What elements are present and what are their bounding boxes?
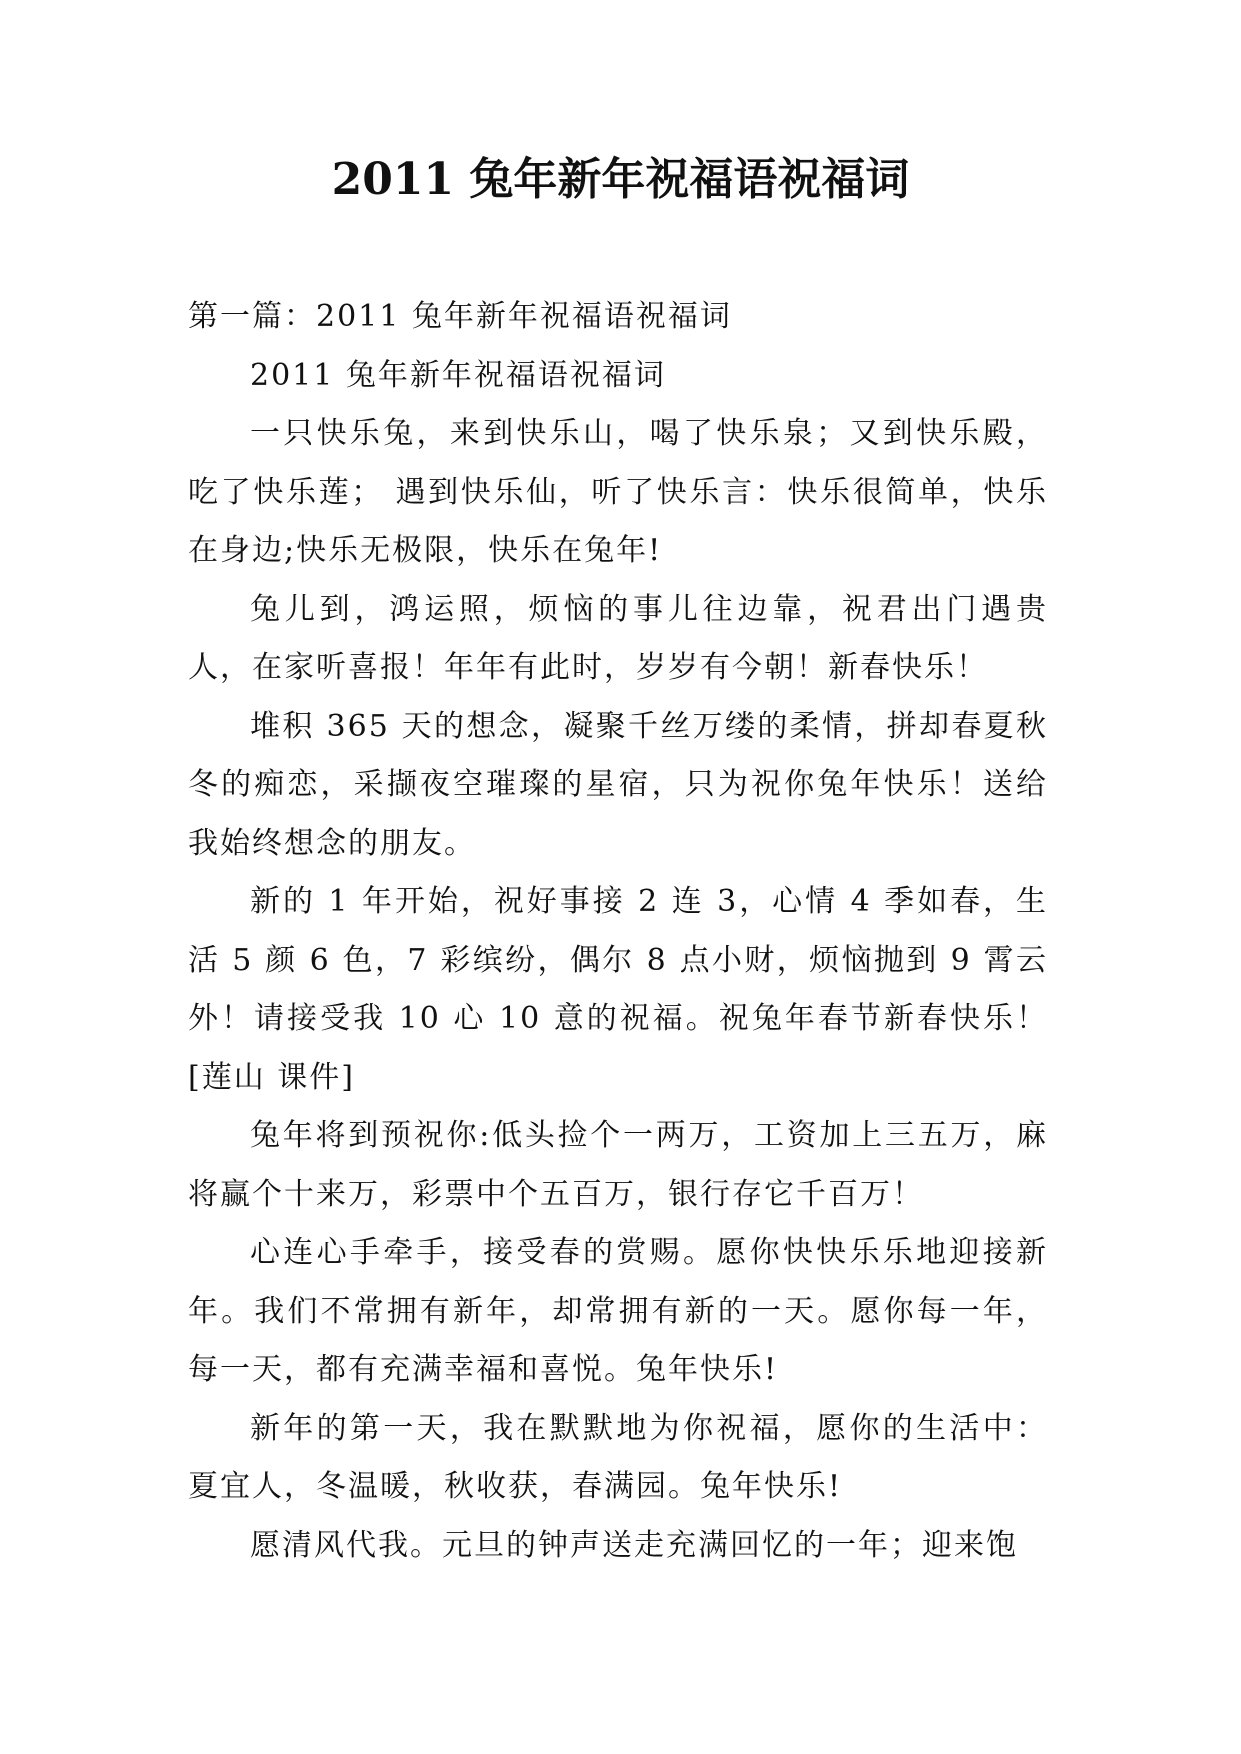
section-subtitle: 2011 兔年新年祝福语祝福词 — [250, 357, 666, 393]
paragraph: 兔儿到，鸿运照，烦恼的事儿往边靠，祝君出门遇贵人，在家听喜报！年年有此时，岁岁有今朝！新春快乐！ — [188, 591, 1048, 685]
paragraph: 堆积 365 天的想念，凝聚千丝万缕的柔情，拼却春夏秋冬的痴恋，采撷夜空璀璨的星宿，只为祝你兔年快乐！送给我始终想念的朋友。 — [188, 708, 1048, 861]
section-heading: 第一篇：2011 兔年新年祝福语祝福词 — [188, 299, 732, 334]
paragraph: 愿清风代我。元旦的钟声送走充满回忆的一年；迎来饱 — [250, 1527, 1018, 1563]
paragraph: 新的 1 年开始，祝好事接 2 连 3，心情 4 季如春，生活 5 颜 6 色，7 彩缤纷，偶尔 8 点小财，烦恼抛到 9 霄云外！请接受我 10 心 10 意的祝福。祝兔年春节新春快乐！[莲山 课件] — [188, 884, 1048, 1095]
document-body — [188, 288, 1048, 1575]
document-title: 2011 兔年新年祝福语祝福词 — [331, 154, 910, 205]
paragraph: 新年的第一天，我在默默地为你祝福，愿你的生活中：夏宜人，冬温暖，秋收获，春满园。兔年快乐! — [188, 1410, 1048, 1504]
paragraph: 心连心手牵手，接受春的赏赐。愿你快快乐乐地迎接新年。我们不常拥有新年，却常拥有新的一天。愿你每一年，每一天，都有充满幸福和喜悦。兔年快乐! — [188, 1235, 1048, 1387]
paragraph: 兔年将到预祝你:低头捡个一两万，工资加上三五万，麻将赢个十来万，彩票中个五百万，银行存它千百万！ — [188, 1118, 1048, 1212]
paragraph: 一只快乐兔，来到快乐山，喝了快乐泉；又到快乐殿，吃了快乐莲； 遇到快乐仙，听了快乐言：快乐很简单，快乐在身边;快乐无极限，快乐在兔年! — [188, 416, 1048, 568]
